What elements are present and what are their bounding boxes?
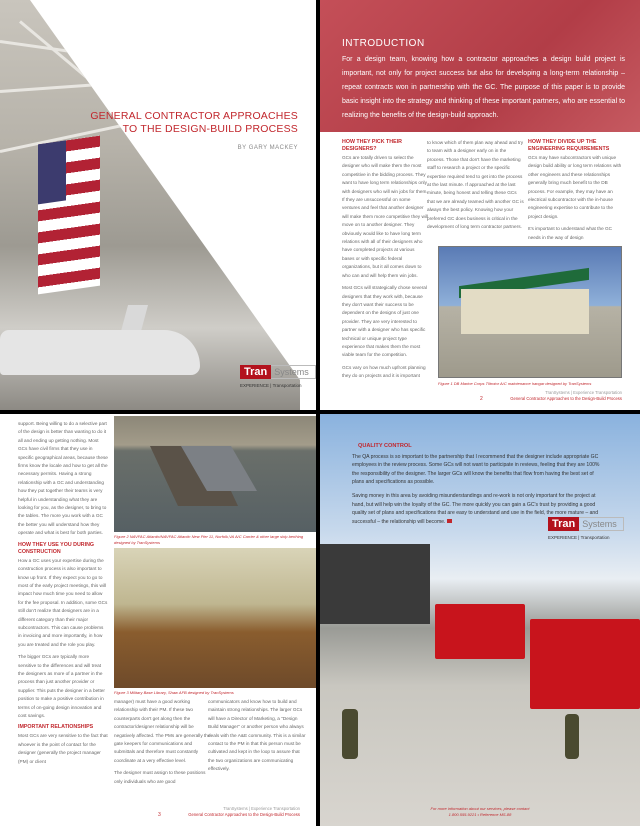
column-3: HOW THEY DIVIDE UP THE ENGINEERING REQUIREMENTS GCs may have subcontractors with unique design build ability or long term relations with other engineers and these relationships generally bring much benefit to the DB process. For example, they may have an electrical subcontractor with the in-house engineering expertise to contribute to the project design. It's important to understand what the GC needs in the way of design bbox=[528, 139, 622, 240]
transystems-logo: Tran Systems EXPERIENCE | Transportation bbox=[240, 362, 316, 388]
page-number: 3 bbox=[158, 812, 161, 818]
column-1: HOW THEY PICK THEIR DESIGNERS? GCs are totally driven to select the designer who will make them the most competitive in the bidding process. They want to have long term relationships only with designers who will win jobs for them. If they are unsuccessful on some ventures and feel that another designer will make them more competitive they will move on to another designer. They obviously would like to have long term relations with all of their designers who have completed projects at various bases or with specific federal organizations, but it all comes down to who can and will help them win jobs. Most GCs will strategically chose several designers that they work with, because they don't want their success to be dependent on the designs of just one provider. They are very interested to partner with a designer who has specific technical or unique project type experience that makes them the most viable team for the competition. GCs vary on how much upfront planning they do on projects and it is important bbox=[342, 139, 428, 379]
column-3: communicators and know how to build and maintain strong relationships. The larger GCs will have a Director of Marketing, a "Design Build Manager" or another person who always deals with the A&E community. This is a similar contact to the PM in that this person must be cultivated and kept in the loop to assure that the two organizations are communicating effectively. bbox=[208, 699, 306, 772]
page-footer: TranSystems | Experience Transportation General Contractor Approaches to the Design-Build Process bbox=[510, 390, 622, 401]
introduction-banner bbox=[320, 0, 640, 132]
fire-truck bbox=[530, 619, 640, 709]
figure-2-caption: Figure 2 NAVFAC Atlantic/NAVFAC Atlantic New Pier 11, Norfolk,VA A/C Carrier & other large ship berthing designed by TranSystems bbox=[114, 534, 304, 545]
column-2: manager) must have a good working relationship with their PM. If these two counterparts don't get along then the contractor/designer relationship will be negatively affected. The PMs are generally the gate keepers for communications and submittals and therefore must constantly coordinate at a very effective level. The designer must assign to these positions only individuals who are good bbox=[114, 699, 211, 784]
fire-truck bbox=[435, 604, 525, 659]
quality-control-section: QUALITY CONTROL The QA process is so important to the partnership that I recommend that the designer include appropriate GC employees in the review process. Some GCs will not want to participate in reviews, feeling that they are 100% the responsibility of the designer. The larger GCs will know the benefits that flow from having the best set of plans and specifications as possible. Saving money in this area by avoiding misunderstandings and re-work is not only important for the project at hand, but will help win the loyalty of the GC. The more quickly you can gain a GC's trust by providing a good quality set of plans and specifications that are easy to understand and use in the field, the more mature – and successful – the relationship will become. bbox=[352, 443, 600, 525]
figure-2-pier-image bbox=[114, 416, 316, 532]
figure-3-library-image bbox=[114, 548, 316, 688]
introduction-heading: INTRODUCTION bbox=[342, 38, 425, 49]
figure-3-caption: Figure 3 Military Base Library, Shaw AFB designed by TranSystems bbox=[114, 690, 234, 695]
figure-1-hangar-image bbox=[438, 246, 622, 378]
contact-info: For more information about our services, please contact 1.800.555.9221 • Reference MS-88 bbox=[430, 806, 530, 817]
introduction-text: For a design team, knowing how a contractor approaches a design build project is important, not only for project success but also for developing a long-term relationship – repeat contracts won in partnership with the GC. The purpose of this paper is to provide basic insight into the strategy and thinking of these important partners, who are essential to realizing the benefits of the design-build approach. bbox=[342, 56, 625, 119]
cover-page bbox=[0, 0, 316, 410]
american-flag bbox=[38, 136, 100, 295]
transystems-logo: Tran Systems EXPERIENCE | Transportation bbox=[548, 514, 624, 540]
figure-1-caption: Figure 1 DB Marine Corps Tiltrotor A/C maintenance hangar designed by TranSystems bbox=[438, 381, 592, 386]
hangar-photo bbox=[0, 0, 316, 410]
page-2 bbox=[320, 0, 640, 410]
page-number: 2 bbox=[480, 396, 483, 402]
aircraft bbox=[0, 330, 200, 375]
end-mark-icon bbox=[447, 519, 452, 523]
page-footer: TranSystems | Experience Transportation General Contractor Approaches to the Design-Build Process bbox=[188, 806, 300, 817]
byline: BY GARY MACKEY bbox=[237, 145, 298, 151]
page-4 bbox=[320, 414, 640, 826]
column-1: support. Being willing to do a selective part of the design is better than wanting to do it all and ending up getting nothing. Most GCs have civil firms that they use in specific geographical areas, because these firms know the locale and how to get all the necessary permits. Having a strong relationship with a GC and understanding how they put together their teams is very helpful in understanding what they are looking for you, as the designer, to bring to the tables. The more you work with a GC the better you will understand how they operate and what is best for both parties. HOW THEY USE YOU DURING CONSTRUCTION How a GC uses your expertise during the construction process is also important to know up front. If they expect you to go to most of the early project meetings, this will impact how much time you need to allow for the fee proposal. In addition, some GCs still don't realize that designers are in a different category than their major subcontractors. This can cause problems in invoicing and more importantly, in how you are treated and the role you play. The bigger GCs are typically more sensitive to the differences and will treat the designers as more of a partner in the process than just another provider or supplier. This puts the designer in a better position to make a positive contribution in terms of on-going design innovation and cost savings. IMPORTANT RELATIONSHIPS Most GCs are very sensitive to the fact that whoever is the point of contact for the designer (generally the project manager (PM) or client bbox=[18, 421, 108, 764]
document-title: GENERAL CONTRACTOR APPROACHES TO THE DESIGN-BUILD PROCESS bbox=[90, 110, 298, 135]
column-2: to know which of them plan way ahead and try to team with a designer early on in the process. Those that don't have the marketing staff to research a project or the specific expertise required tend to get into the process at the last minute. If approached at the last minute, being honest and telling these GCs that we are already teamed with another GC is always the best policy. Knowing how your preferred GC does business is critical in the development of long term contractor partners. bbox=[427, 140, 524, 230]
page-3 bbox=[0, 414, 316, 826]
